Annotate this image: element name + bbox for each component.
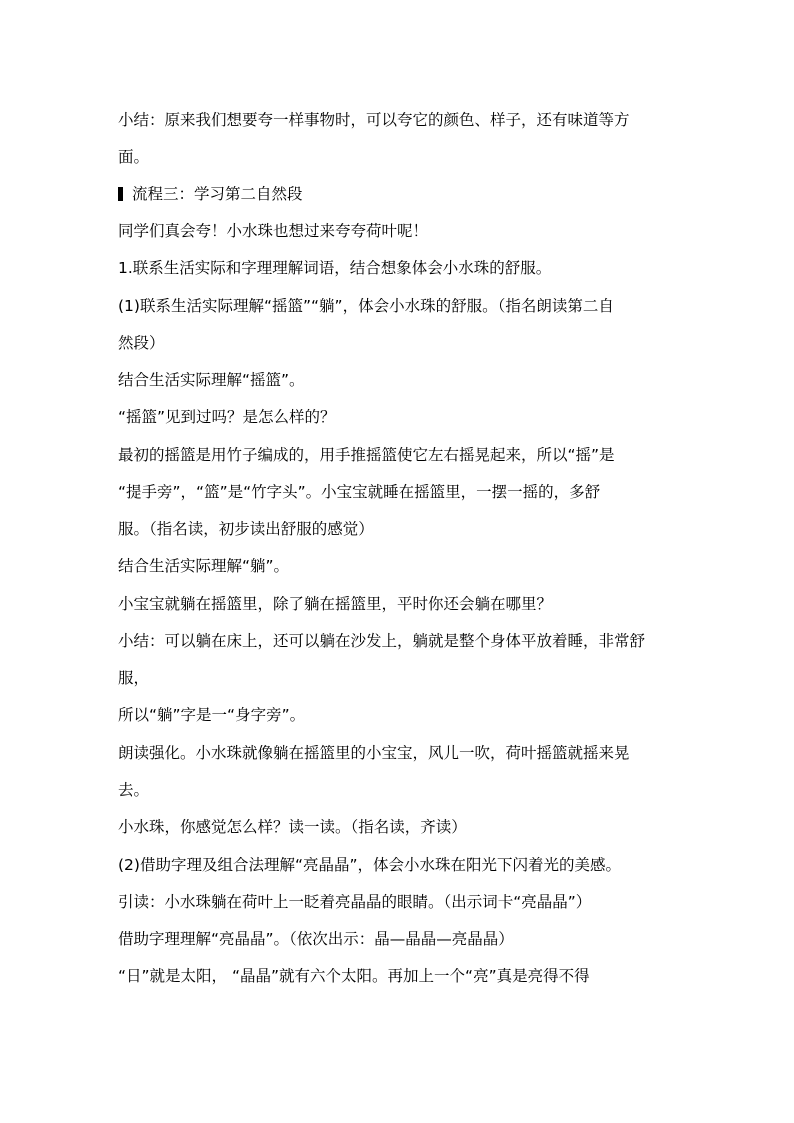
- summary-line-1: 小结：原来我们想要夸一样事物时，可以夸它的颜色、样子，还有味道等方: [118, 111, 630, 129]
- paragraph-line: 服，: [118, 669, 150, 687]
- paragraph-line: “摇篮”见到过吗？是怎么样的？: [118, 408, 336, 426]
- paragraph-line: 借助字理理解“亮晶晶”。（依次出示：晶—晶晶—亮晶晶）: [118, 930, 514, 948]
- paragraph-line: 然段）: [118, 334, 165, 352]
- paragraph-line: 最初的摇篮是用竹子编成的，用手推摇篮使它左右摇晃起来，所以“摇”是: [118, 446, 615, 464]
- heading-marker-icon: [118, 187, 123, 201]
- paragraph-line: 去。: [118, 781, 150, 799]
- summary-line-2: 面。: [118, 148, 150, 166]
- section-heading-text: 流程三：学习第二自然段: [132, 185, 303, 203]
- paragraph-line: 小水珠，你感觉怎么样？读一读。（指名读，齐读）: [118, 818, 467, 836]
- paragraph-line: “提手旁”，“篮”是“竹字头”。小宝宝就睡在摇篮里，一摆一摇的，多舒: [118, 483, 601, 501]
- paragraph-line: 服。（指名读，初步读出舒服的感觉）: [118, 520, 374, 538]
- paragraph-line: (2)借助字理及组合法理解“亮晶晶”，体会小水珠在阳光下闪着光的美感。: [118, 856, 622, 874]
- paragraph-line: 小宝宝就躺在摇篮里，除了躺在摇篮里，平时你还会躺在哪里？: [118, 595, 553, 613]
- paragraph-line: 所以“躺”字是一“身字旁”。: [118, 706, 306, 724]
- paragraph-line: “日”就是太阳， “晶晶”就有六个太阳。再加上一个“亮”真是亮得不得: [118, 967, 590, 985]
- paragraph-line: 结合生活实际理解“摇篮”。: [118, 371, 305, 389]
- paragraph-line: (1)联系生活实际理解“摇篮”“躺”，体会小水珠的舒服。（指名朗读第二自: [118, 297, 614, 315]
- section-heading: [118, 184, 678, 204]
- paragraph-line: 引读：小水珠躺在荷叶上一眨着亮晶晶的眼睛。（出示词卡“亮晶晶”）: [118, 893, 592, 911]
- paragraph-line: 同学们真会夸！小水珠也想过来夸夸荷叶呢！: [118, 222, 429, 240]
- paragraph-line: 朗读强化。小水珠就像躺在摇篮里的小宝宝，风儿一吹，荷叶摇篮就摇来晃: [118, 744, 630, 762]
- paragraph-line: 小结：可以躺在床上，还可以躺在沙发上，躺就是整个身体平放着睡，非常舒: [118, 632, 646, 650]
- paragraph-line: 结合生活实际理解“躺”。: [118, 557, 290, 575]
- paragraph-line: 1.联系生活实际和字理理解词语，结合想象体会小水珠的舒服。: [118, 259, 552, 277]
